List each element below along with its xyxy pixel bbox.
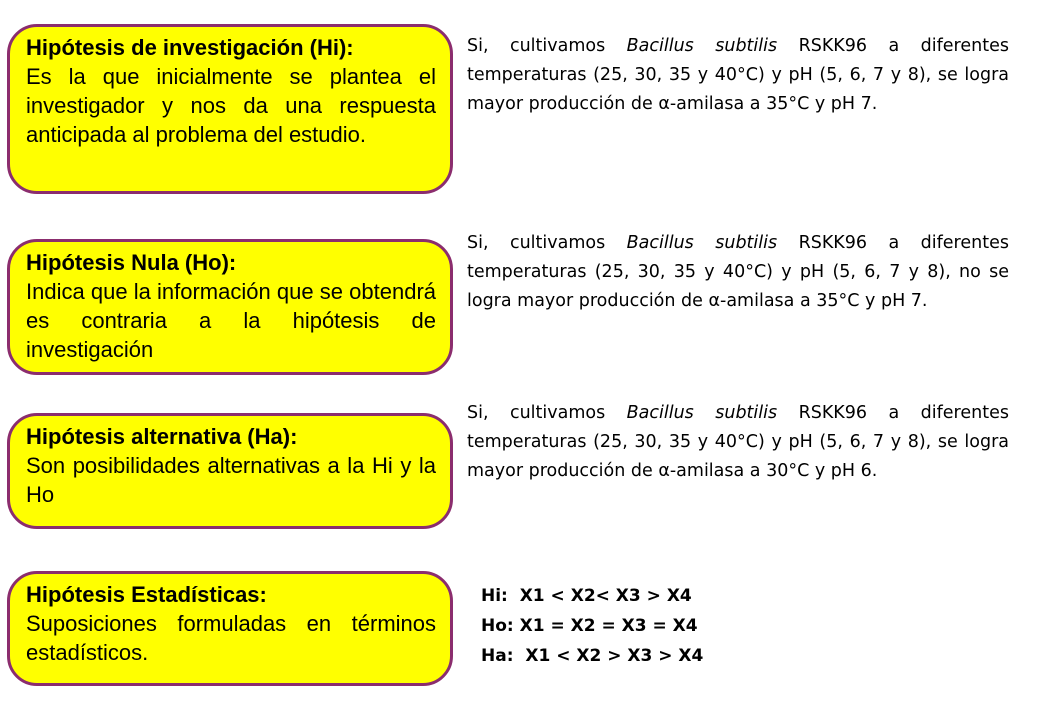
hypothesis-card-null [7,239,453,375]
example-research-hypothesis [467,32,1009,119]
card-body-statistical: Suposiciones formuladas en términos estadísticos. [26,611,436,665]
hypothesis-card-research [7,24,453,194]
statistical-ho: Ho: X1 = X2 = X3 = X4 [481,616,698,636]
card-body-alternative: Son posibilidades alternativas a la Hi y la Ho [26,453,436,507]
example-text: RSKK96 a diferentes temperaturas (25, 30, 35 y 40°C) y pH (5, 6, 7 y 8), se logra mayor producción de α-amilasa a 35°C y pH 7. [467,36,1009,114]
card-title-statistical: Hipótesis Estadísticas: [26,582,267,607]
example-organism: Bacillus subtilis [626,233,778,253]
example-lead: Si, cultivamos [467,403,606,423]
card-title-alternative: Hipótesis alternativa (Ha): [26,424,298,449]
card-body-research: Es la que inicialmente se plantea el investigador y nos da una respuesta anticipada al problema del estudio. [26,64,436,147]
example-null-hypothesis [467,229,1009,316]
hypothesis-card-statistical [7,571,453,686]
card-body-null: Indica que la información que se obtendrá es contraria a la hipótesis de investigación [26,279,436,362]
hypothesis-card-alternative [7,413,453,529]
card-title-null: Hipótesis Nula (Ho): [26,250,237,275]
statistical-hi: Hi: X1 < X2< X3 > X4 [481,586,692,606]
statistical-ha: Ha: X1 < X2 > X3 > X4 [481,646,704,666]
example-text: RSKK96 a diferentes temperaturas (25, 30, 35 y 40°C) y pH (5, 6, 7 y 8), se logra mayor producción de α-amilasa a 30°C y pH 6. [467,403,1009,481]
example-lead: Si, cultivamos [467,36,606,56]
example-organism: Bacillus subtilis [626,36,778,56]
example-lead: Si, cultivamos [467,233,606,253]
card-title-research: Hipótesis de investigación (Hi): [26,35,354,60]
example-text: RSKK96 a diferentes temperaturas (25, 30, 35 y 40°C) y pH (5, 6, 7 y 8), no se logra mayor producción de α-amilasa a 35°C y pH 7. [467,233,1009,311]
example-alternative-hypothesis [467,399,1009,486]
example-organism: Bacillus subtilis [626,403,778,423]
statistical-hypotheses-list [481,581,703,671]
